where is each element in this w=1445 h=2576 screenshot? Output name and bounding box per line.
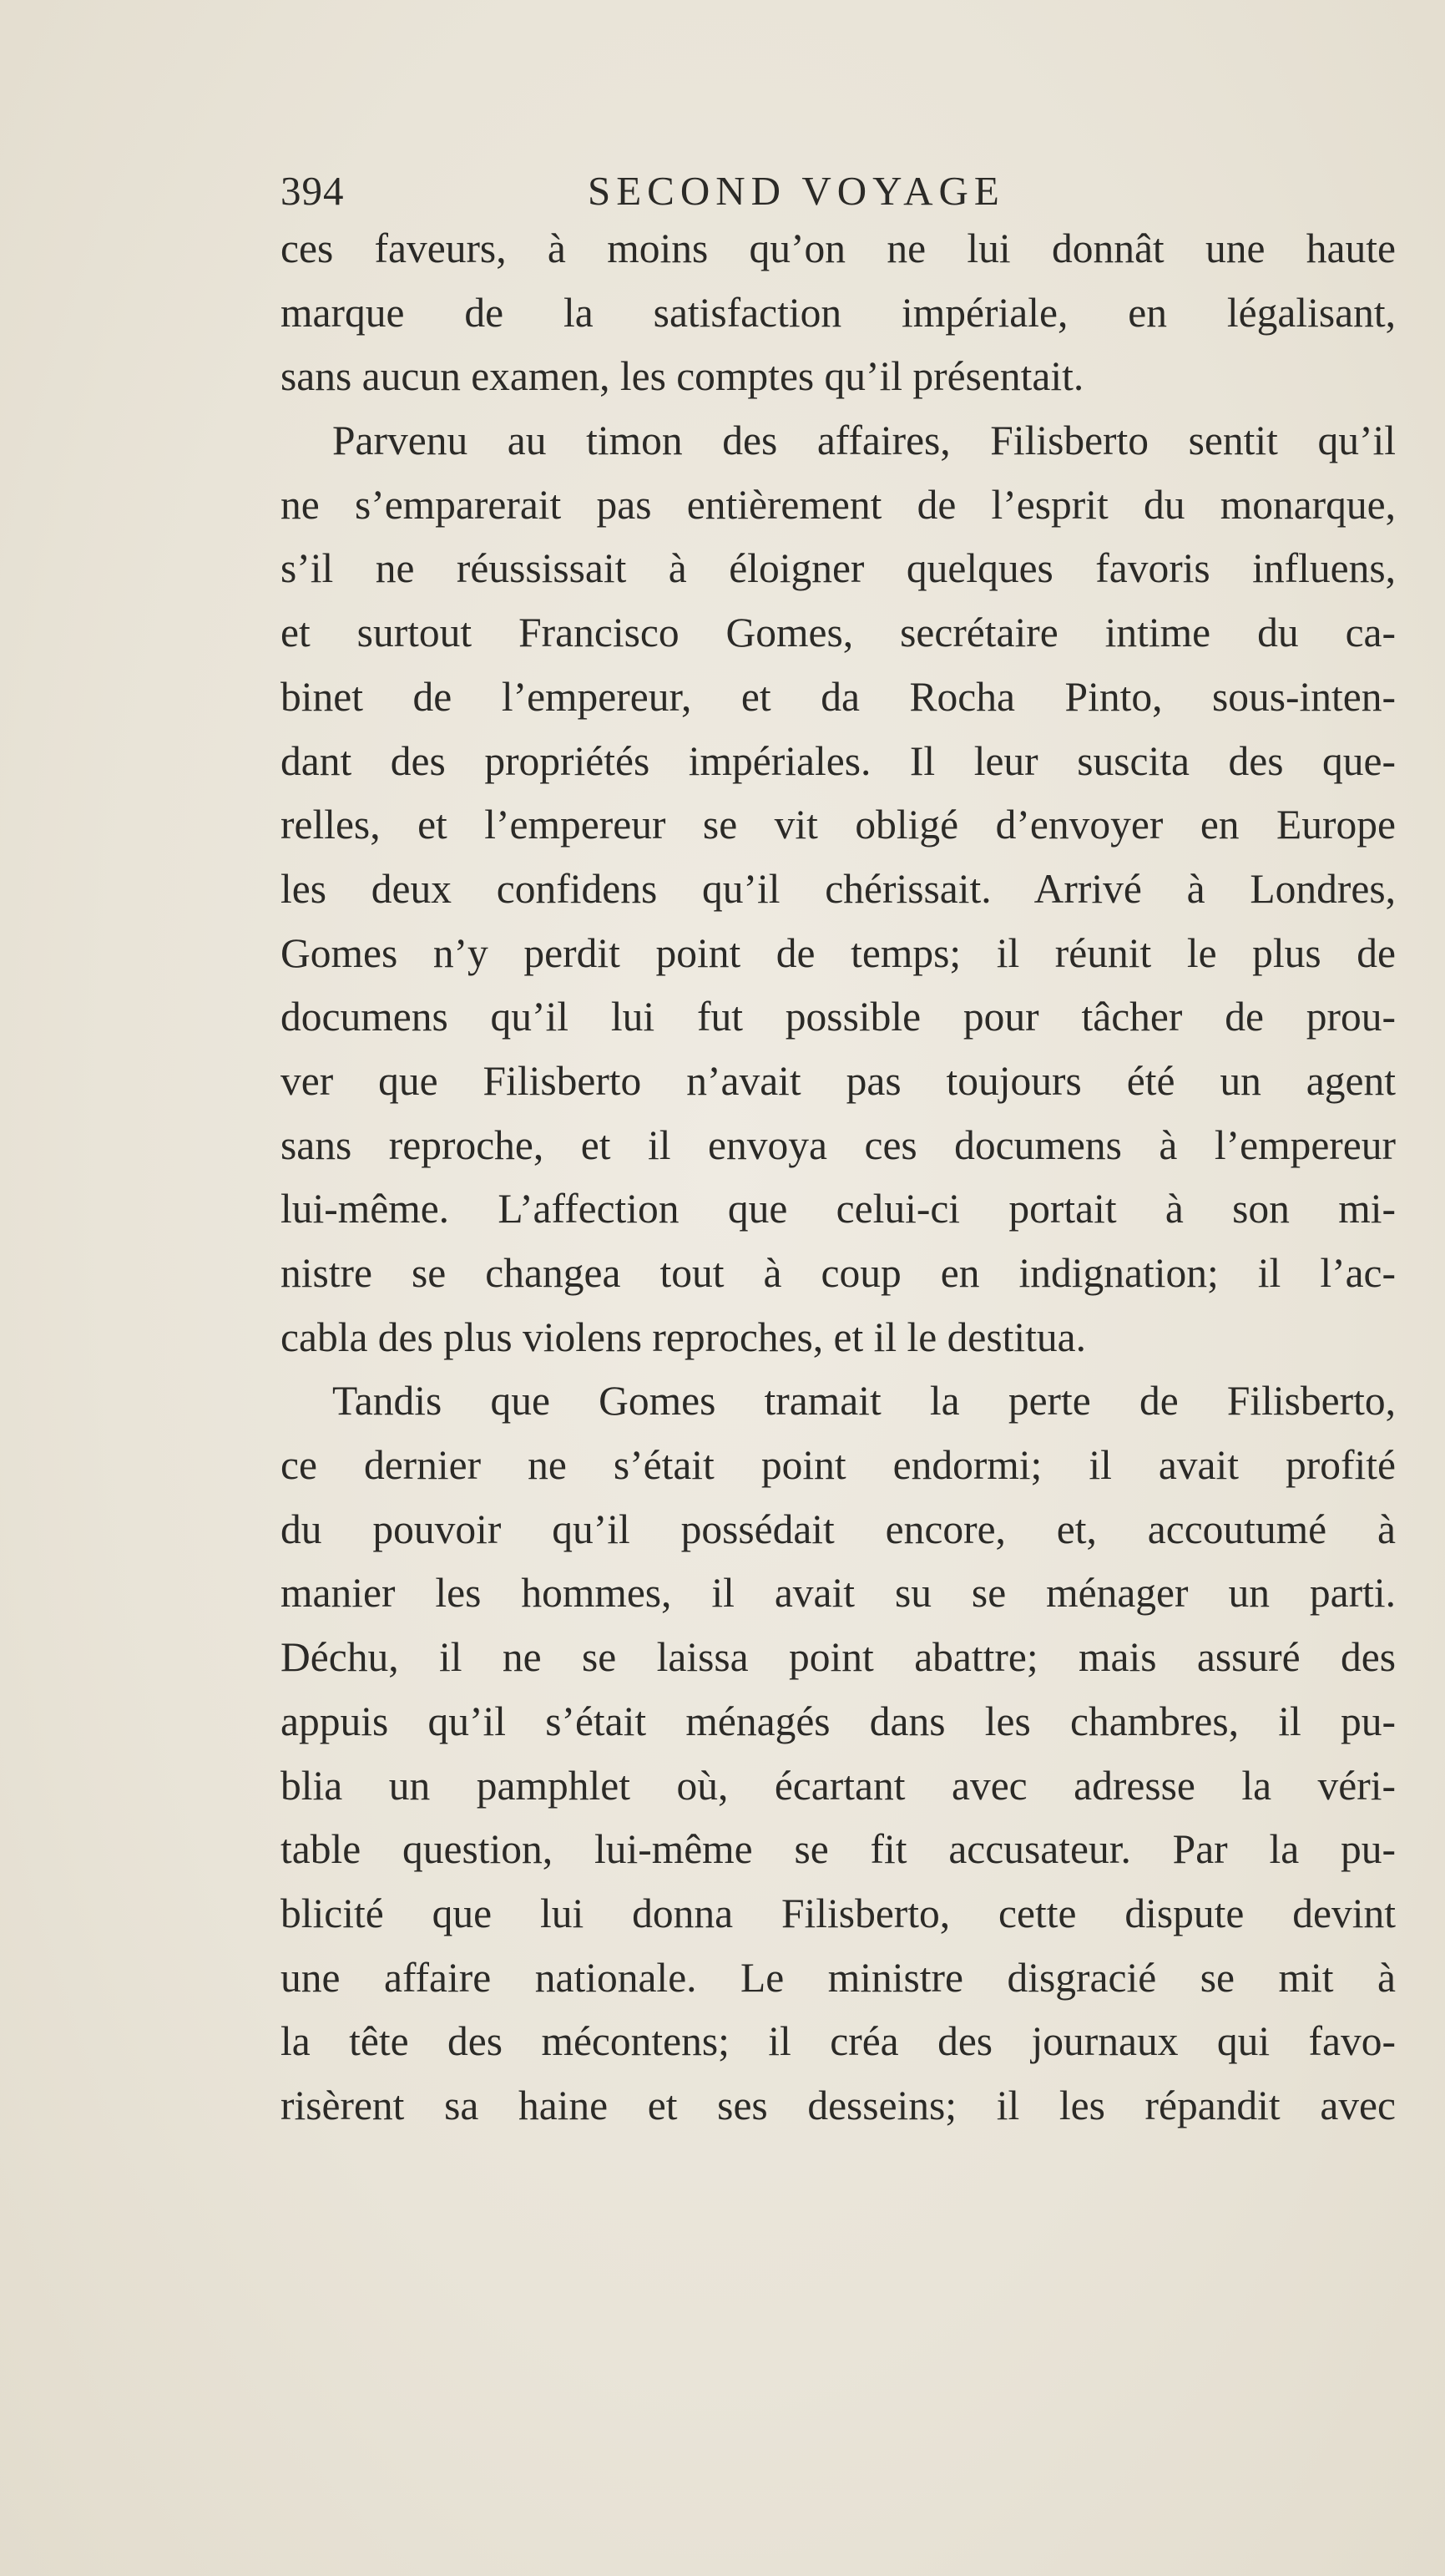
text-line: une affaire nationale. Le ministre disgracié se mit à bbox=[280, 1954, 1396, 2001]
text-line: ne s’emparerait pas entièrement de l’esprit du monarque, bbox=[280, 481, 1396, 528]
page-number: 394 bbox=[280, 168, 345, 214]
text-line: blicité que lui donna Filisberto, cette dispute devint bbox=[280, 1890, 1396, 1936]
text-line: documens qu’il lui fut possible pour tâcher de prou- bbox=[280, 994, 1396, 1040]
running-title: SECOND VOYAGE bbox=[588, 168, 1005, 214]
text-line: et surtout Francisco Gomes, secrétaire intime du ca- bbox=[280, 610, 1396, 656]
running-head bbox=[280, 165, 1396, 217]
text-line: table question, lui-même se fit accusateur. Par la pu- bbox=[280, 1826, 1396, 1873]
text-line: Gomes n’y perdit point de temps; il réunit le plus de bbox=[280, 929, 1396, 976]
text-line: sans aucun examen, les comptes qu’il présentait. bbox=[280, 353, 1084, 400]
text-line: appuis qu’il s’était ménagés dans les chambres, il pu- bbox=[280, 1698, 1396, 1744]
text-line: cabla des plus violens reproches, et il le destitua. bbox=[280, 1313, 1086, 1360]
text-line: ver que Filisberto n’avait pas toujours été un agent bbox=[280, 1057, 1396, 1104]
text-line: s’il ne réussissait à éloigner quelques favoris influens, bbox=[280, 545, 1396, 592]
text-line: binet de l’empereur, et da Rocha Pinto, sous-inten- bbox=[280, 673, 1396, 720]
text-line: Tandis que Gomes tramait la perte de Filisberto, bbox=[332, 1378, 1396, 1425]
text-line: la tête des mécontens; il créa des journaux qui favo- bbox=[280, 2018, 1396, 2065]
text-line: lui-même. L’affection que celui-ci portait à son mi- bbox=[280, 1186, 1396, 1232]
text-line: risèrent sa haine et ses desseins; il les répandit avec bbox=[280, 2082, 1396, 2128]
text-line: blia un pamphlet où, écartant avec adresse la véri- bbox=[280, 1762, 1396, 1809]
text-line: ce dernier ne s’était point endormi; il avait profité bbox=[280, 1442, 1396, 1489]
text-line: manier les hommes, il avait su se ménager un parti. bbox=[280, 1570, 1396, 1617]
text-line: dant des propriétés impériales. Il leur suscita des que- bbox=[280, 737, 1396, 784]
body-text bbox=[280, 217, 1396, 2138]
text-line: sans reproche, et il envoya ces documens à l’empereur bbox=[280, 1121, 1396, 1168]
text-line: ces faveurs, à moins qu’on ne lui donnât une haute bbox=[280, 225, 1396, 271]
text-line: relles, et l’empereur se vit obligé d’envoyer en Europe bbox=[280, 802, 1396, 848]
text-line: Déchu, il ne se laissa point abattre; mais assuré des bbox=[280, 1634, 1396, 1681]
text-line: marque de la satisfaction impériale, en légalisant, bbox=[280, 289, 1396, 336]
text-line: Parvenu au timon des affaires, Filisberto sentit qu’il bbox=[332, 418, 1396, 464]
text-line: du pouvoir qu’il possédait encore, et, accoutumé à bbox=[280, 1506, 1396, 1552]
text-line: les deux confidens qu’il chérissait. Arrivé à Londres, bbox=[280, 865, 1396, 912]
page-text-block bbox=[280, 165, 1396, 2138]
text-line: nistre se changea tout à coup en indignation; il l’ac- bbox=[280, 1250, 1396, 1296]
